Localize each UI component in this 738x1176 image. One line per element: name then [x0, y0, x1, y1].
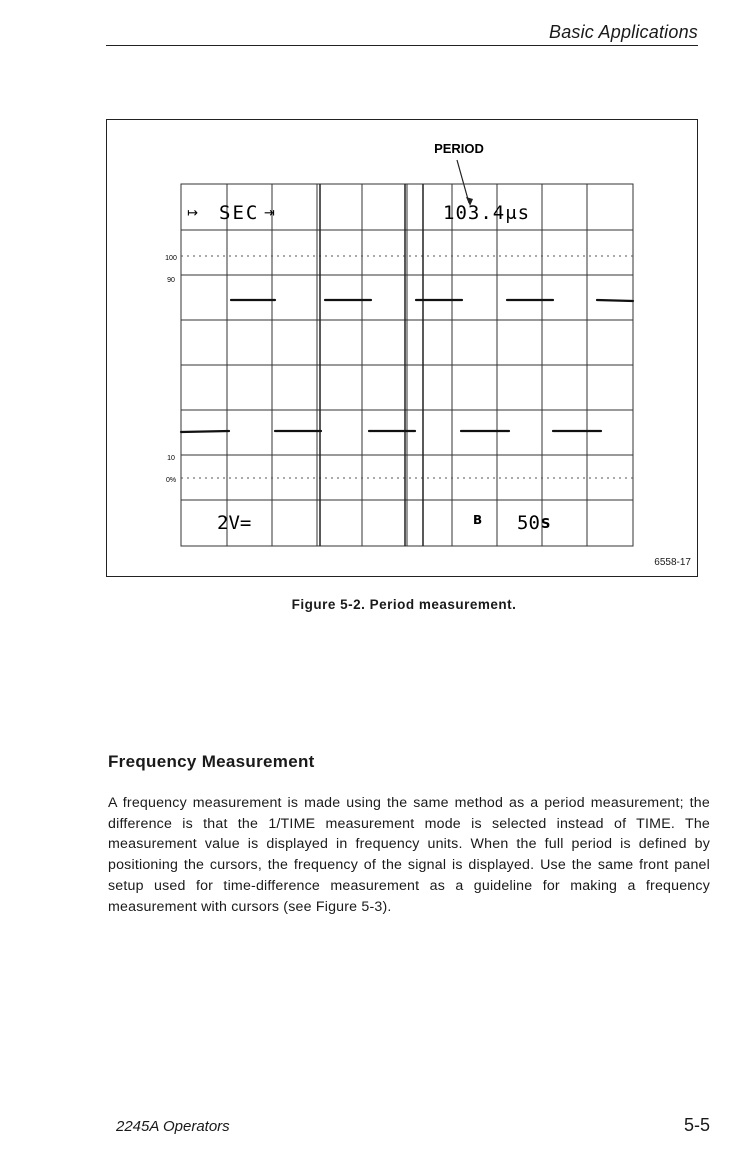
page-header-title: Basic Applications — [548, 22, 698, 42]
channel-b-marker: B — [473, 513, 483, 527]
header-rule — [106, 45, 698, 46]
figure-frame — [106, 119, 698, 577]
footer-page-number: 5-5 — [683, 1115, 710, 1135]
graticule-label-10: 10 — [167, 455, 175, 462]
signal-trace-low — [181, 431, 601, 432]
graticule-label-0: 0% — [165, 477, 177, 484]
period-callout: PERIOD — [434, 141, 484, 156]
footer-manual-name: 2245A Operators — [116, 1118, 230, 1135]
cursor-start-marker: ↦ — [187, 206, 198, 221]
graticule-label-90: 90 — [167, 277, 175, 284]
section-heading: Frequency Measurement — [108, 752, 315, 771]
signal-trace-high — [231, 300, 633, 301]
figure-caption: Figure 5-2. Period measurement. — [291, 597, 517, 612]
period-callout-arrow — [457, 160, 469, 203]
cursor-end-marker: ⇥ — [264, 206, 275, 221]
figure-number: 6558-17 — [654, 557, 691, 568]
time-per-div-unit: S — [541, 517, 551, 532]
section-body-text: A frequency measurement is made using the same method as a period measurement; the difference is that the 1/TIME measurement mode is selected instead of TIME. The measurement value is displayed in frequency units. When the full period is defined by positioning the cursors, the frequency of the signal is displayed. Use the same front panel setup used for time-difference measurement as a guideline for making a frequency measurement with cursors (see Figure 5-3). — [108, 795, 710, 915]
time-readout-label: SEC — [219, 202, 260, 224]
oscilloscope-figure — [107, 120, 697, 576]
graticule-label-100: 100 — [165, 255, 177, 262]
period-readout: 103.4μs — [443, 202, 531, 224]
time-per-div-readout: 50 — [517, 512, 540, 534]
volts-per-div-readout: 2V= — [217, 512, 252, 534]
graticule — [181, 184, 633, 546]
